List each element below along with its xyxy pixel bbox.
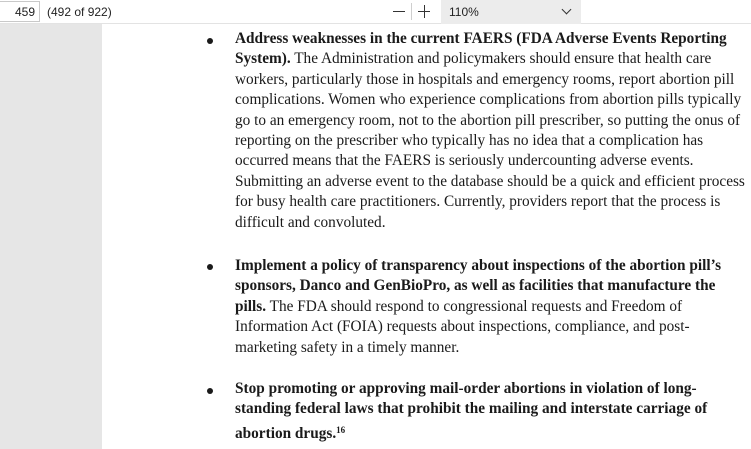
bullet-heading: Stop promoting or approving mail-order abortions in violation of long-standing federal laws that prohibit the mailing and interstate carriage of abortion drugs. [235,380,708,442]
bullet-icon [207,38,213,44]
zoom-level-dropdown[interactable] [441,0,581,24]
bullet-paragraph-faers [235,29,745,233]
bullet-icon [207,264,213,270]
bullet-body: The Administration and policymakers should ensure that health care workers, particularly those in hospitals and emergency rooms, report abortion pill complications. Women who experience complications from abortion pills typically go to an emergency room, not to the abortion pill prescriber, so putting the onus of reporting on the prescriber who typically has no idea that a complication has occurred means that the FAERS is seriously undercounting adverse events. Submitting an adverse event to the database should be a quick and efficient process for busy health care practitioners. Currently, providers report that the process is difficult and convoluted. [235,50,745,231]
document-page [102,24,751,449]
bullet-icon [207,388,213,394]
bullet-paragraph-mail-order [235,379,745,444]
bullet-heading: Implement a policy of transparency about inspections of the abortion pill’s sponsors, Danco and GenBioPro, as well as facilities that manufacture the pills. [235,257,722,315]
page-count-label: (492 of 922) [47,5,112,19]
page-number-input[interactable] [0,1,40,22]
pdf-toolbar [0,0,751,24]
chevron-down-icon [562,5,572,15]
bullet-paragraph-transparency [235,256,745,358]
bullet-body: The FDA should respond to congressional requests and Freedom of Information Act (FOIA) requests about inspections, compliance, and post-marketing safety in a timely manner. [235,297,690,356]
viewer-background [0,24,102,449]
minus-icon [393,11,405,12]
footnote-marker[interactable]: 16 [336,424,346,435]
zoom-level-value: 110% [449,5,479,19]
zoom-divider [411,3,412,20]
zoom-out-button[interactable] [388,1,410,22]
bullet-heading: Address weaknesses in the current FAERS (FDA Adverse Events Reporting System). [235,30,727,68]
zoom-in-button[interactable] [413,1,435,22]
